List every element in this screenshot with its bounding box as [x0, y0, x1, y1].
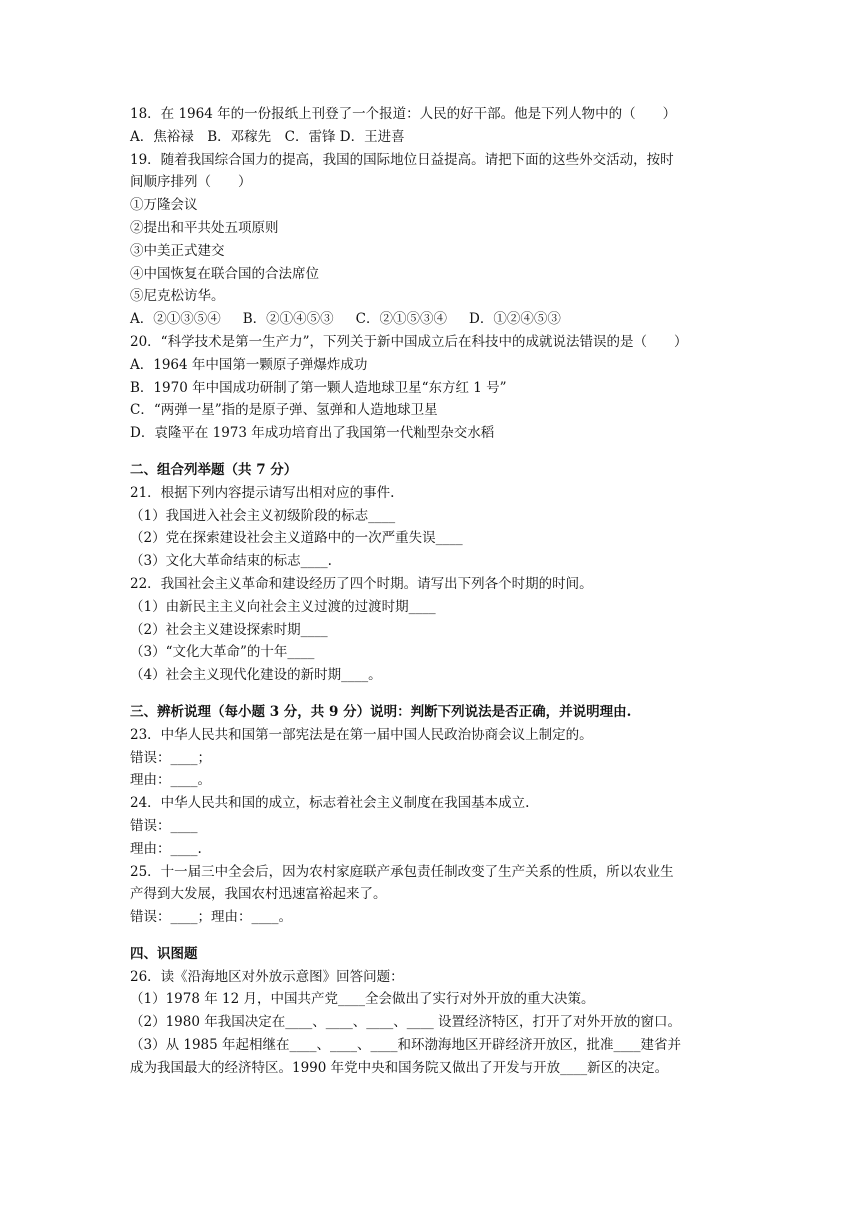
- q19-item: ②提出和平共处五项原则: [130, 219, 279, 236]
- q21-item: （1）我国进入社会主义初级阶段的标志____: [130, 507, 396, 524]
- q24-reason: 理由：____.: [130, 840, 202, 857]
- q20-stem: 20．“科学技术是第一生产力”，下列关于新中国成立后在科技中的成就说法错误的是（ ）: [130, 333, 688, 350]
- section-4-heading: 四、识图题: [130, 945, 198, 962]
- q19-option-b: B．②①④⑤③: [242, 311, 334, 328]
- exam-page: [130, 103, 750, 1080]
- q22-item: （2）社会主义建设探索时期____: [130, 621, 328, 638]
- q19-item: ③中美正式建交: [130, 242, 225, 259]
- q18-stem: 18．在 1964 年的一份报纸上刊登了一个报道：人民的好干部。他是下列人物中的（ ）: [130, 106, 677, 122]
- q24-stem: 24．中华人民共和国的成立，标志着社会主义制度在我国基本成立.: [130, 795, 530, 812]
- q19-item: ④中国恢复在联合国的合法席位: [130, 265, 319, 282]
- q20-option-d: D．袁隆平在 1973 年成功培育出了我国第一代籼型杂交水稻: [130, 425, 495, 442]
- section-2-heading: 二、组合列举题（共 7 分）: [130, 461, 298, 478]
- q19-stem: 19．随着我国综合国力的提高，我国的国际地位日益提高。请把下面的这些外交活动，按时: [130, 151, 674, 168]
- q22-item: （3）“文化大革命”的十年____: [130, 644, 315, 661]
- q26-stem: 26．读《沿海地区对外放示意图》回答问题：: [130, 968, 404, 985]
- q22-stem: 22．我国社会主义革命和建设经历了四个时期。请写出下列各个时期的时间。: [130, 575, 593, 592]
- q25-stem: 产得到大发展，我国农村迅速富裕起来了。: [130, 886, 387, 903]
- q24-error: 错误：____: [130, 817, 198, 834]
- q23-stem: 23．中华人民共和国第一部宪法是在第一届中国人民政治协商会议上制定的。: [130, 726, 593, 743]
- q19-stem: 间顺序排列（ ）: [130, 174, 252, 191]
- q23-error: 错误：____；: [130, 749, 211, 766]
- section-3-heading: 三、辨析说理（每小题 3 分，共 9 分）说明：判断下列说法是否正确，并说明理由.: [130, 703, 632, 720]
- q19-option-d: D．①②④⑤③: [469, 311, 561, 328]
- q22-item: （4）社会主义现代化建设的新时期____。: [130, 667, 382, 684]
- q19-option-a: A．②①③⑤④: [130, 311, 221, 328]
- q18-options: A．焦裕禄 B．邓稼先 C．雷锋 D．王进喜: [130, 128, 405, 145]
- q26-item: （3）从 1985 年起相继在____、____、____和环渤海地区开辟经济开放区，批准____建省并: [130, 1037, 682, 1054]
- q26-item: （2）1980 年我国决定在____、____、____、____ 设置经济特区，打开了对外开放的窗口。: [130, 1014, 682, 1031]
- q25-stem: 25．十一届三中全会后，因为农村家庭联产承包责任制改变了生产关系的性质，所以农业生: [130, 863, 674, 880]
- q26-item: 成为我国最大的经济特区。1990 年党中央和国务院又做出了开发与开放____新区的决定。: [130, 1059, 669, 1076]
- q21-item: （2）党在探索建设社会主义道路中的一次严重失误____: [130, 530, 463, 547]
- q22-item: （1）由新民主主义向社会主义过渡的过渡时期____: [130, 598, 436, 615]
- q25-answer: 错误：____；理由：____。: [130, 909, 292, 926]
- q19-option-c: C．②①⑤③④: [355, 311, 448, 328]
- q23-reason: 理由：____。: [130, 772, 211, 789]
- q26-item: （1）1978 年 12 月，中国共产党____全会做出了实行对外开放的重大决策。: [130, 991, 595, 1008]
- q20-option-c: C．“两弹一星”指的是原子弹、氢弹和人造地球卫星: [130, 402, 438, 419]
- q19-item: ⑤尼克松访华。: [130, 288, 225, 305]
- q20-option-b: B．1970 年中国成功研制了第一颗人造地球卫星“东方红 1 号”: [130, 379, 507, 396]
- q19-options: [130, 308, 750, 331]
- q21-stem: 21．根据下列内容提示请写出相对应的事件.: [130, 484, 395, 501]
- q19-item: ①万隆会议: [130, 197, 198, 214]
- q21-item: （3）文化大革命结束的标志____.: [130, 553, 332, 570]
- q20-option-a: A．1964 年中国第一颗原子弹爆炸成功: [130, 356, 368, 373]
